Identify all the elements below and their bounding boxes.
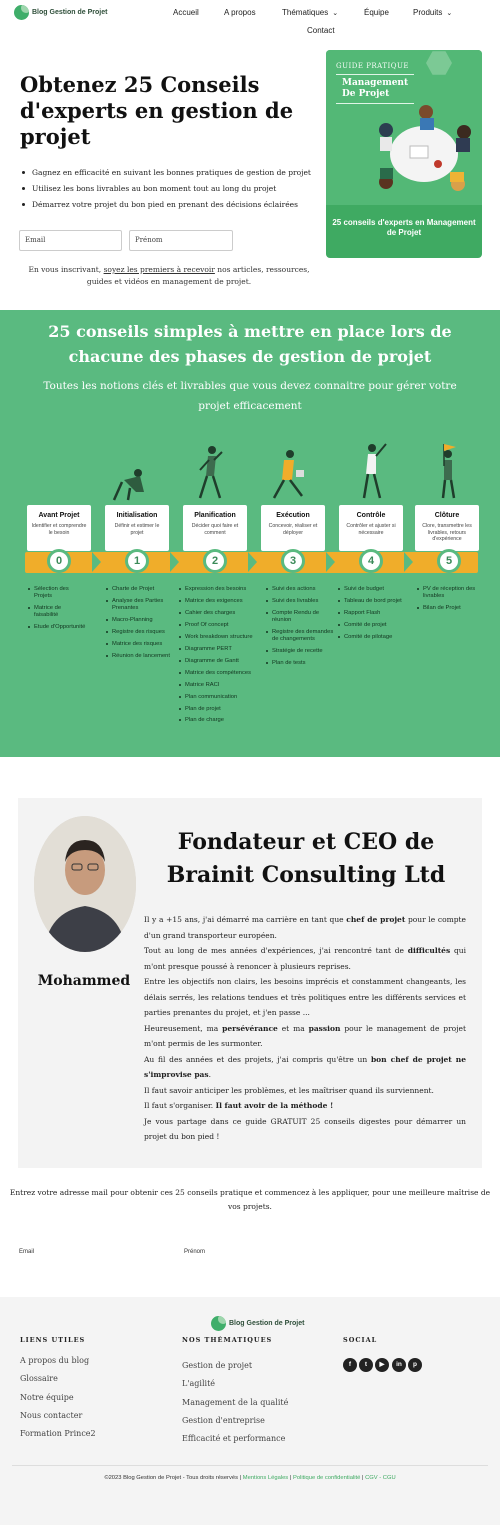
footer-link[interactable]: Gestion d'entreprise [182, 1416, 265, 1425]
bio-text: Au fil des années et des projets, j'ai compris qu'être un [144, 1054, 371, 1064]
nav-equipe[interactable]: Équipe [364, 8, 389, 17]
phase-card-planification [183, 505, 247, 551]
nav-thematiques[interactable] [282, 8, 338, 17]
privacy-link[interactable]: Politique de confidentialité [292, 1475, 361, 1481]
deliverable-item: Plan communication [179, 694, 263, 701]
bio-paragraph [144, 1052, 466, 1083]
bio-text: Tout au long de mes années d'expériences, j'ai rencontré tant de [144, 946, 408, 956]
phase-name: Contrôle [356, 512, 386, 519]
phase-number: 5 [437, 549, 461, 573]
deliverable-item: Sélection des Projets [28, 586, 86, 600]
bio-emphasis: Il faut avoir de la méthode ! [215, 1101, 334, 1111]
deliverable-item: Rapport Flash [338, 610, 412, 617]
deliverable-item: Work breakdown structure [179, 634, 263, 641]
deliverable-item: Proof Of concept [179, 622, 263, 629]
phase-description: Clore, transmettre les livrables, retours d'expérience [422, 523, 472, 542]
deliverable-item: Comité de pilotage [338, 634, 412, 641]
phase-number: 4 [359, 549, 383, 573]
phase-number: 0 [47, 549, 71, 573]
deliverable-item: Compte Rendu de réunion [266, 610, 336, 624]
footer-link[interactable]: Formation Prince2 [20, 1429, 96, 1438]
bio-emphasis: passion [308, 1023, 341, 1033]
copyright-text: ©2023 Blog Gestion de Projet - Tous droits réservés [104, 1475, 239, 1481]
footer-link[interactable]: A propos du blog [20, 1356, 90, 1365]
deliverable-item: Registre des demandes de changements [266, 629, 336, 643]
leaf-logo-icon [14, 5, 29, 20]
deliverable-item: Plan de charge [179, 717, 263, 724]
chevron-down-icon: ⌄ [446, 10, 453, 17]
nav-a-propos[interactable]: A propos [224, 8, 256, 17]
phase-name: Exécution [276, 512, 310, 519]
book-title-line: De Projet [342, 88, 390, 99]
chevron-right-icon [170, 552, 179, 572]
bio-emphasis: persévérance [222, 1023, 278, 1033]
firstname-field[interactable]: Prénom [184, 1249, 206, 1255]
bio-paragraph [144, 1083, 466, 1099]
signup-disclaimer [24, 264, 314, 288]
guide-book-cover [326, 50, 482, 258]
bio-text: Il faut s'organiser. [144, 1101, 216, 1111]
nav-thematiques-label: Thématiques [282, 8, 329, 17]
deliverable-item: Matrice de faisabilité [28, 605, 86, 619]
email-field[interactable]: Email [19, 1249, 35, 1255]
bio-text: Je vous partage dans ce guide GRATUIT 25 conseils digestes pour démarrer un projet du bon pied ! [144, 1116, 466, 1142]
phase-card-execution [261, 505, 325, 551]
benefit-item: Gagnez en efficacité en suivant les bonnes pratiques de gestion de projet [32, 168, 332, 177]
firstname-input[interactable]: Prénom [129, 230, 233, 251]
benefit-item: Démarrez votre projet du bon pied en prenant des décisions éclairées [32, 200, 332, 209]
legal-link[interactable]: Mentions Légales [242, 1475, 289, 1481]
phase-number: 3 [281, 549, 305, 573]
chevron-right-icon [404, 552, 413, 572]
chevron-right-icon [248, 552, 257, 572]
youtube-icon[interactable]: ▶ [375, 1358, 389, 1372]
separator: | [239, 1475, 243, 1481]
phase-description: Définir et estimer le projet [114, 523, 160, 536]
signup-invitation: Entrez votre adresse mail pour obtenir ces 25 conseils pratique et commencez à les appliquer, pour une meilleure maîtrise de vos projets. [9, 1188, 491, 1211]
deliverable-item: Matrice des compétences [179, 670, 263, 677]
footer-heading-useful: LIENS UTILES [20, 1336, 86, 1344]
phase-description: Concevoir, réaliser et déployer [268, 523, 318, 536]
deliverable-item: Comité de projet [338, 622, 412, 629]
footer-divider [12, 1465, 488, 1466]
deliverable-item: PV de réception des livrables [417, 586, 479, 600]
top-navigation [0, 0, 500, 38]
disclaimer-link[interactable]: soyez les premiers à recevoir [103, 265, 215, 274]
deliverables-list-controle [338, 586, 412, 646]
hero-benefits-list [32, 168, 332, 216]
phases-subtitle: Toutes les notions clés et livrables que vous devez connaitre pour gérer votre projet efficacement [43, 380, 457, 412]
bio-emphasis: difficultés [407, 946, 451, 956]
phase-description: Décider quoi faire et comment [191, 523, 239, 536]
deliverable-item: Plan de projet [179, 706, 263, 713]
linkedin-icon[interactable]: in [392, 1358, 406, 1372]
bio-text: Il faut savoir anticiper les problèmes, et les maîtriser quand ils surviennent. [144, 1085, 434, 1095]
deliverables-list-execution [266, 586, 336, 672]
email-input[interactable]: Email [19, 230, 122, 251]
nav-contact[interactable]: Contact [307, 26, 335, 35]
book-subtitle: 25 conseils d'experts en Management de Projet [332, 218, 476, 237]
deliverable-item: Diagramme PERT [179, 646, 263, 653]
deliverable-item: Réunion de lancement [106, 653, 170, 660]
deliverable-item: Macro-Planning [106, 617, 170, 624]
benefit-item: Utilisez les bons livrables au bon moment tout au long du projet [32, 184, 332, 193]
phase-name: Initialisation [116, 512, 158, 519]
pinterest-icon[interactable]: p [408, 1358, 422, 1372]
phase-number: 1 [125, 549, 149, 573]
footer-heading-themes: NOS THÉMATIQUES [182, 1336, 273, 1344]
deliverable-item: Stratégie de recette [266, 648, 336, 655]
book-title [336, 74, 414, 104]
bio-text: qui m'ont presque poussé à renoncer à plusieurs reprises. [144, 946, 466, 971]
founder-name: Mohammed [37, 973, 131, 989]
nav-produits[interactable] [413, 8, 452, 17]
deliverable-item: Suivi des actions [266, 586, 336, 593]
phase-card-initialisation [105, 505, 169, 551]
terms-link[interactable]: CGV - CGU [365, 1475, 396, 1481]
deliverable-item: Analyse des Parties Prenantes [106, 598, 170, 612]
bio-paragraph [144, 943, 466, 974]
bio-text: . [208, 1070, 212, 1080]
founder-title: Fondateur et CEO de Brainit Consulting Ltd [166, 829, 446, 888]
footer-logo[interactable] [211, 1316, 304, 1331]
bio-text: et ma [277, 1023, 309, 1033]
footer-link[interactable]: Management de la qualité [182, 1398, 289, 1407]
deliverable-item: Expression des besoins [179, 586, 263, 593]
deliverables-list-initialisation [106, 586, 170, 665]
chevron-right-icon [326, 552, 335, 572]
footer-heading-social: SOCIAL [343, 1336, 378, 1344]
bio-emphasis: bon chef de projet ne s'improvise pas [144, 1054, 466, 1080]
phase-name: Clôture [434, 512, 460, 519]
deliverable-item: Charte de Projet [106, 586, 170, 593]
deliverable-item: Etude d'Opportunité [28, 624, 86, 631]
chevron-right-icon [92, 552, 101, 572]
deliverable-item: Cahier des charges [179, 610, 263, 617]
bio-text: Entre les objectifs non clairs, les besoins imprécis et constamment changeants, les délais serrés, les relations tendues et très politiques entre les différents services et parties prenantes du projet, et j'en passe ... [144, 977, 466, 1018]
deliverables-list-cloture [417, 586, 479, 617]
logo-text: Blog Gestion de Projet [229, 1320, 305, 1327]
deliverable-item: Matrice des exigences [179, 598, 263, 605]
phase-name: Avant Projet [38, 512, 80, 519]
founder-portrait-icon [34, 816, 136, 952]
bio-text: pour le compte d'un grand transporteur européen. [144, 915, 466, 940]
deliverables-list-avant-projet [28, 586, 86, 636]
phase-card-controle [339, 505, 403, 551]
bio-text: pour le management de projet m'ont permis de les surmonter. [144, 1023, 466, 1049]
footer-link[interactable]: Efficacité et performance [182, 1434, 286, 1443]
separator: | [361, 1475, 366, 1481]
bio-text: Heureusement, ma [144, 1023, 223, 1033]
site-logo[interactable] [14, 5, 107, 20]
founder-photo [34, 816, 136, 952]
bio-paragraph [144, 1114, 466, 1145]
deliverable-item: Matrice des risques [106, 641, 170, 648]
phase-card-cloture [415, 505, 479, 551]
bio-paragraph [144, 912, 466, 943]
separator: | [289, 1475, 293, 1481]
deliverable-item: Bilan de Projet [417, 605, 479, 612]
footer-link[interactable]: Nous contacter [20, 1411, 83, 1420]
bio-text: Il y a +15 ans, j'ai démarré ma carrière en tant que [144, 915, 347, 924]
phase-description: Contrôler et ajuster si nécessaire [346, 523, 396, 536]
footer-link[interactable]: Notre équipe [20, 1393, 74, 1402]
twitter-icon[interactable]: t [359, 1358, 373, 1372]
deliverable-item: Diagramme de Gantt [179, 658, 263, 665]
hero-title: Obtenez 25 Conseils d'experts en gestion de projet [20, 72, 294, 149]
book-tag: GUIDE PRATIQUE [336, 62, 410, 70]
deliverable-item: Matrice RACI [179, 682, 263, 689]
team-meeting-illustration [346, 102, 482, 202]
bio-paragraph [144, 974, 466, 1021]
logo-text: Blog Gestion de Projet [32, 9, 108, 16]
nav-accueil[interactable]: Accueil [173, 8, 199, 17]
phase-number: 2 [203, 549, 227, 573]
disclaimer-text: En vous inscrivant, [28, 265, 104, 274]
book-title-line: Management [342, 78, 409, 88]
deliverable-item: Plan de tests [266, 660, 336, 667]
chevron-down-icon: ⌄ [332, 10, 339, 17]
phase-description: Identifier et comprendre le besoin [31, 523, 87, 536]
nav-produits-label: Produits [413, 8, 443, 17]
project-phases-figures-illustration [110, 440, 480, 502]
deliverable-item: Suivi de budget [338, 586, 412, 593]
phase-card-avant-projet [27, 505, 91, 551]
footer-link[interactable]: Gestion de projet [182, 1361, 253, 1370]
deliverable-item: Registre des risques [106, 629, 170, 636]
copyright-bar [0, 1475, 500, 1481]
deliverable-item: Suivi des livrables [266, 598, 336, 605]
leaf-logo-icon [211, 1316, 226, 1331]
disclaimer-text: nos articles, ressources, guides et vidéos en management de projet. [86, 265, 310, 286]
deliverables-list-planification [179, 586, 263, 729]
phase-name: Planification [194, 512, 236, 519]
footer-link[interactable]: Glossaire [20, 1374, 58, 1383]
bio-emphasis: chef de projet [346, 915, 406, 924]
deliverable-item: Tableau de bord projet [338, 598, 412, 605]
phases-title: 25 conseils simples à mettre en place lors de chacune des phases de gestion de projet [48, 322, 452, 366]
bio-paragraph [144, 1021, 466, 1052]
bio-paragraph [144, 1098, 466, 1114]
founder-bio [144, 912, 466, 1145]
footer-link[interactable]: L'agilité [182, 1379, 216, 1388]
facebook-icon[interactable]: f [343, 1358, 357, 1372]
